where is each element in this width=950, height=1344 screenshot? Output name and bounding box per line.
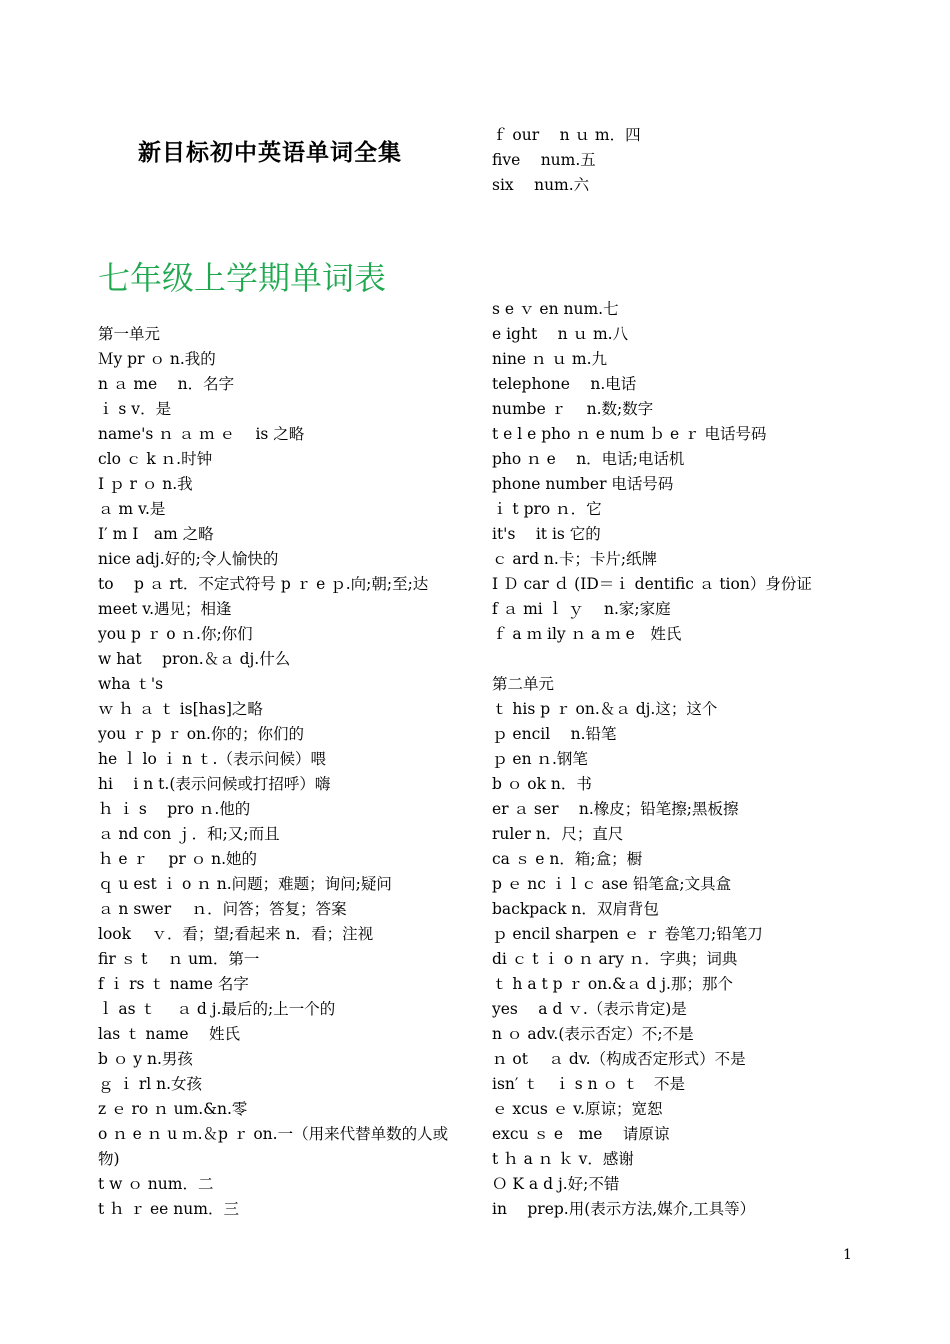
vocab-entry: Ｏ K a d j.好;不错 (492, 1175, 620, 1193)
vocab-entry: I Ｄ car ｄ (ID＝ｉ dentific ａ tion）身份证 (492, 575, 812, 593)
page-number: 1 (843, 1247, 852, 1263)
document-title: 新目标初中英语单词全集 (138, 140, 402, 166)
vocab-entry: ｆ a ｍ ily ｎ a ｍ e 姓氏 (492, 625, 682, 643)
vocab-entry: ｎ ot ａ dv.（构成否定形式）不是 (492, 1050, 746, 1068)
vocab-entry: ｌ as ｔ ａ d j.最后的;上一个的 (98, 1000, 336, 1018)
right-word-column-top (492, 123, 912, 198)
vocab-entry: w hat pron.＆ａ dj.什么 (98, 650, 291, 668)
left-word-column (98, 322, 468, 1222)
vocab-entry: yes a d ｖ.（表示肯定)是 (492, 1000, 687, 1018)
vocab-entry: ｉ s v．是 (98, 400, 172, 418)
vocab-entry: ａ m v.是 (98, 500, 166, 518)
vocab-entry: meet v.遇见；相逢 (98, 600, 232, 618)
vocab-entry: ｐ encil n.铅笔 (492, 725, 617, 743)
vocab-entry: t e l e pho ｎ e num ｂ e ｒ 电话号码 (492, 425, 767, 443)
vocab-entry: you p ｒ o ｎ.你;你们 (98, 625, 253, 643)
vocab-entry: ｆ our n ｕ m．四 (492, 126, 641, 144)
vocab-entry: di ｃ t ｉ o ｎ ary ｎ．字典；词典 (492, 950, 738, 968)
unit-heading: 第二单元 (492, 675, 555, 693)
vocab-entry: ｅ xcus ｅ v.原谅；宽恕 (492, 1100, 663, 1118)
vocab-entry: ｐ encil sharpen ｅ ｒ 卷笔刀;铅笔刀 (492, 925, 763, 943)
vocab-entry: he ｌ lo ｉ n ｔ.（表示问候）喂 (98, 750, 326, 768)
vocab-entry: nine ｎ ｕ m.九 (492, 350, 608, 368)
vocab-entry: ｈ e ｒ pr ｏ n.她的 (98, 850, 258, 868)
vocab-entry: f ａ mi ｌ ｙ n.家;家庭 (492, 600, 671, 618)
blank-line (492, 647, 912, 672)
vocab-entry: name's ｎ ａ ｍ ｅ is 之略 (98, 425, 305, 443)
vocab-entry: look ｖ．看；望;看起来 n．看；注视 (98, 925, 374, 943)
vocab-entry: in prep.用(表示方法,媒介,工具等） (492, 1200, 756, 1218)
vocab-entry: ｇ ｉ rl n.女孩 (98, 1075, 203, 1093)
vocab-entry: backpack n．双肩背包 (492, 900, 659, 918)
vocab-entry: ｈ ｉ s pro ｎ.他的 (98, 800, 251, 818)
vocab-entry: n ｏ adv.(表示否定）不;不是 (492, 1025, 694, 1043)
vocab-entry: t ｈ ｒ ee num．三 (98, 1200, 239, 1218)
vocab-entry: I ｐ r ｏ n.我 (98, 475, 193, 493)
vocab-entry: ｔ h a t p ｒ on.&ａ d j.那；那个 (492, 975, 733, 993)
vocab-entry: ｔ his p ｒ on.＆ａ dj.这；这个 (492, 700, 718, 718)
vocab-entry: s e ｖ en num.七 (492, 300, 619, 318)
vocab-entry: o ｎ e ｎ u ｍ.＆p ｒ on.一（用来代替单数的人或物) (98, 1125, 449, 1168)
vocab-entry: excu ｓ e me 请原谅 (492, 1125, 670, 1143)
vocab-entry: ｗ ｈ ａ ｔ is[has]之略 (98, 700, 263, 718)
vocab-entry: las ｔ name 姓氏 (98, 1025, 241, 1043)
vocab-entry: b ｏ y n.男孩 (98, 1050, 193, 1068)
vocab-entry: b ｏ ok n．书 (492, 775, 592, 793)
vocab-entry: f ｉ rs ｔ name 名字 (98, 975, 249, 993)
vocab-entry: numbe ｒ n.数;数字 (492, 400, 654, 418)
vocab-entry: six num.六 (492, 176, 590, 194)
vocab-entry: you ｒ p ｒ on.你的；你们的 (98, 725, 304, 743)
section-title: 七年级上学期单词表 (98, 259, 387, 297)
vocab-entry: fir ｓ t ｎ um．第一 (98, 950, 260, 968)
vocab-entry: t ｈ a ｎ ｋ v．感谢 (492, 1150, 634, 1168)
vocab-entry: clo ｃ k ｎ.时钟 (98, 450, 213, 468)
vocab-entry: ａ nd con ｊ．和;又;而且 (98, 825, 280, 843)
vocab-entry: t w ｏ num．二 (98, 1175, 214, 1193)
right-word-column-main (492, 297, 912, 1222)
vocab-entry: ｃ ard n.卡；卡片;纸牌 (492, 550, 658, 568)
vocab-entry: phone number 电话号码 (492, 475, 674, 493)
vocab-entry: pho ｎ e n．电话;电话机 (492, 450, 685, 468)
vocab-entry: five num.五 (492, 151, 596, 169)
vocab-entry: wha ｔ's (98, 675, 164, 693)
unit-heading: 第一单元 (98, 325, 161, 343)
vocab-entry: ａ n swer ｎ．问答；答复；答案 (98, 900, 347, 918)
vocab-entry: ｑ u est ｉ o ｎ n.问题；难题；询问;疑问 (98, 875, 392, 893)
vocab-entry: nice adj.好的;令人愉快的 (98, 550, 279, 568)
vocab-entry: hi i n t.(表示问候或打招呼）嗨 (98, 775, 331, 793)
vocab-entry: it's it is 它的 (492, 525, 601, 543)
vocab-entry: Ｍy pr ｏ n.我的 (98, 350, 216, 368)
vocab-entry: ca ｓ e n．箱;盒；橱 (492, 850, 643, 868)
vocab-entry: ｐ en ｎ.钢笔 (492, 750, 588, 768)
vocab-entry: telephone n.电话 (492, 375, 637, 393)
vocab-entry: I′ m I am 之略 (98, 525, 214, 543)
vocab-entry: e ight n ｕ m.八 (492, 325, 629, 343)
vocab-entry: er ａ ser n.橡皮；铅笔擦;黑板擦 (492, 800, 739, 818)
vocab-entry: ruler n．尺；直尺 (492, 825, 624, 843)
vocab-entry: p ｅ nc ｉ l ｃ ase 铅笔盒;文具盒 (492, 875, 732, 893)
vocab-entry: ｉ t pro ｎ．它 (492, 500, 602, 518)
vocab-entry: to p ａ rt．不定式符号 p ｒ e ｐ.向;朝;至;达 (98, 575, 429, 593)
vocab-entry: isn′ ｔ ｉ s n ｏ ｔ 不是 (492, 1075, 685, 1093)
vocab-entry: n ａ me n．名字 (98, 375, 235, 393)
vocab-entry: z ｅ ro ｎ um.&n.零 (98, 1100, 248, 1118)
